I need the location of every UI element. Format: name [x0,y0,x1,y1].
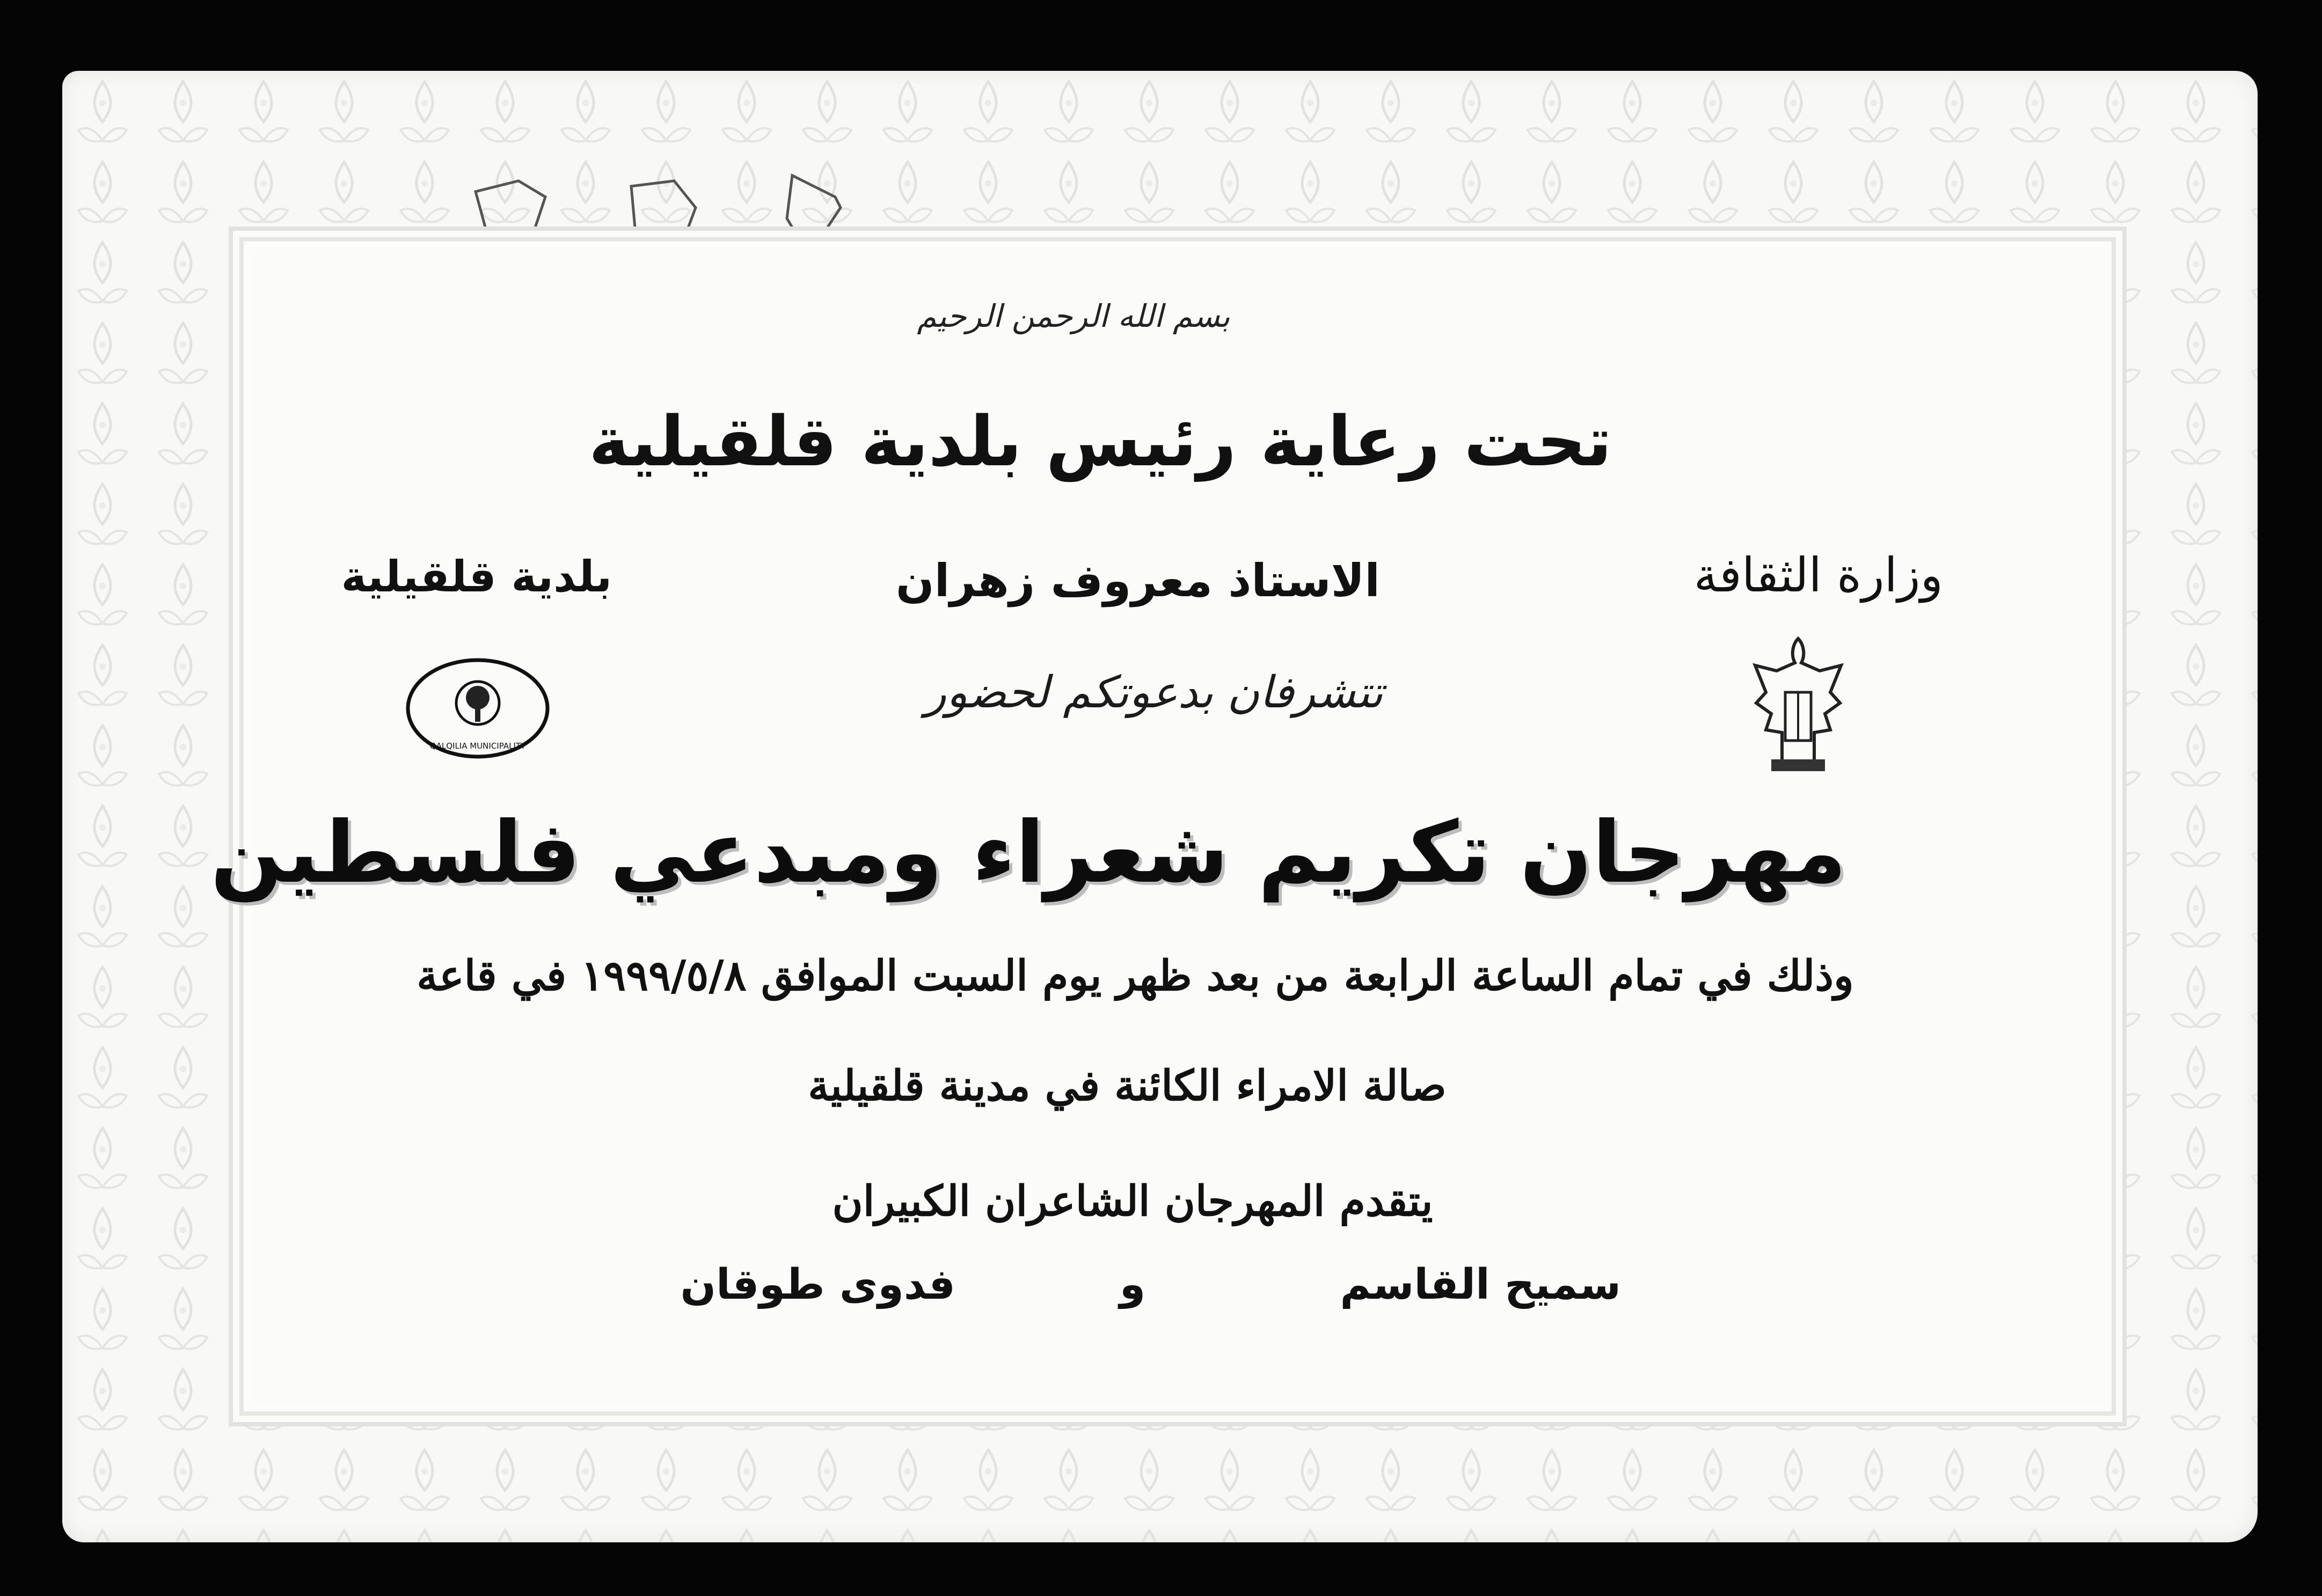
eagle-emblem-icon [1750,633,1846,778]
qalqilia-municipality: بلدية قلقيلية [341,552,612,602]
ministry-of-culture: وزارة الثقافة [1693,547,1943,603]
patronage-heading: تحت رعاية رئيس بلدية قلقيلية [588,402,1612,482]
basmala: بسم الله الرحمن الرحيم [917,298,1230,334]
event-details-line-1: وذلك في تمام الساعة الرابعة من بعد ظهر يوم السبت الموافق ١٩٩٩/٥/٨ في قاعة [417,951,1854,1000]
event-details-line-2: صالة الامراء الكائنة في مدينة قلقيلية [808,1061,1447,1110]
patron-name: الاستاذ معروف زهران [895,554,1381,607]
svg-text:QALQILIA MUNICIPALITY: QALQILIA MUNICIPALITY [429,741,526,751]
qalqilia-municipality-logo-icon [397,644,558,767]
presenters-intro: يتقدم المهرجان الشاعران الكبيران [832,1177,1433,1226]
poet-name-1: سميح القاسم [1340,1261,1621,1309]
conjunction: و [1119,1261,1146,1309]
festival-title: مهرجان تكريم شعراء ومبدعي فلسطين [210,803,1846,902]
invitation-phrase: تتشرفان بدعوتكم لحضور [925,667,1383,718]
poet-name-2: فدوى طوقان [680,1261,955,1309]
